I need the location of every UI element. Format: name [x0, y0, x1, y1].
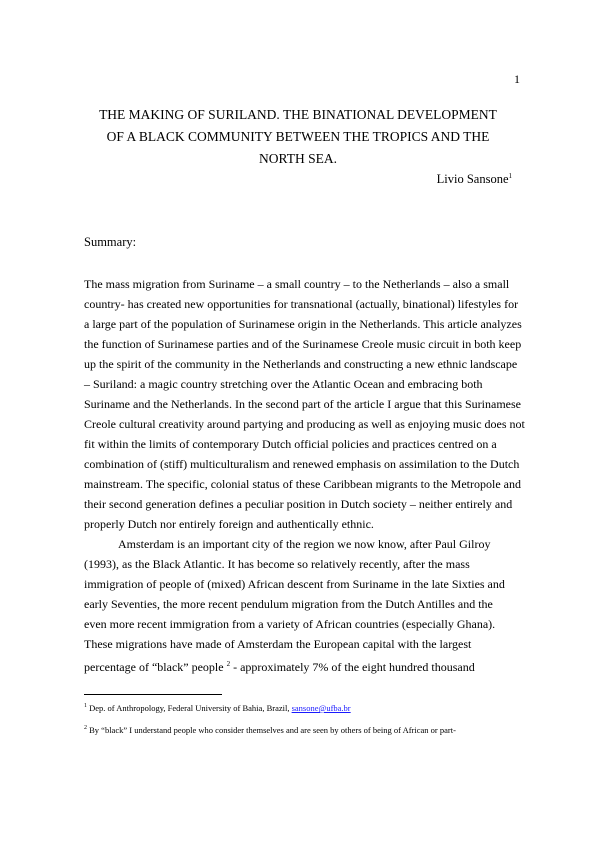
- paragraph-line: (1993), as the Black Atlantic. It has become so relatively recently, after the mass: [84, 557, 470, 571]
- footnote-1: [84, 703, 524, 713]
- title-line-3: NORTH SEA.: [259, 151, 337, 166]
- paragraph-line: Creole cultural creativity around partying and producing as well as enjoying music does not: [84, 417, 525, 431]
- title-line-2: OF A BLACK COMMUNITY BETWEEN THE TROPICS AND THE: [106, 129, 490, 144]
- paragraph-line: a large part of the population of Surinamese origin in the Netherlands. This article analyzes: [84, 317, 522, 331]
- footnote-mark-2[interactable]: 2: [226, 660, 231, 668]
- footnote-1-text: Dep. of Anthropology, Federal University of Bahia, Brazil,: [87, 703, 292, 713]
- paragraph-line: mainstream. The specific, colonial status of these Caribbean migrants to the Metropole and: [84, 477, 521, 491]
- paragraph-line: Amsterdam is an important city of the region we now know, after Paul Gilroy: [118, 537, 491, 551]
- paragraph-line-last: [84, 654, 512, 674]
- paragraph-line: immigration of people of (mixed) African descent from Suriname in the late Sixties and: [84, 577, 505, 591]
- paragraph-line: combination of (stiff) multiculturalism and renewed emphasis on assimilation to the Dutch: [84, 457, 520, 471]
- paragraph-line: the function of Surinamese parties and of the Surinamese Creole music circuit in both keep: [84, 337, 522, 351]
- footnote-separator: [84, 694, 222, 695]
- summary-heading: Summary:: [84, 235, 137, 249]
- footnote-2-mark: 2: [84, 725, 87, 731]
- paragraph-line: even more recent immigration from a variety of African countries (especially Ghana).: [84, 617, 496, 631]
- paragraph-line: Suriname and the Netherlands. In the second part of the article I argue that this Surinamese: [84, 397, 521, 411]
- paragraph-line: early Seventies, the more recent pendulum migration from the Dutch Antilles and the: [84, 597, 493, 611]
- paragraph-line: fit within the limits of contemporary Dutch official policies and practices centred on a: [84, 437, 497, 451]
- paragraph-line: country- has created new opportunities for transnational (actually, binational) lifestyles for: [84, 297, 519, 311]
- paragraph-line: their second generation defines a peculiar position in Dutch society – neither entirely and: [84, 497, 513, 511]
- text-run: - approximately 7% of the eight hundred thousand: [230, 660, 475, 674]
- author-line: [300, 172, 512, 187]
- footnote-2: [84, 725, 524, 735]
- title-line-1: THE MAKING OF SURILAND. THE BINATIONAL DEVELOPMENT: [99, 107, 497, 122]
- page-number: 1: [514, 72, 520, 86]
- summary-paragraph: [84, 274, 525, 674]
- footnote-1-mark: 1: [84, 703, 87, 709]
- footnote-2-text: By “black” I understand people who consider themselves and are seen by others of being of African or part-: [87, 725, 456, 735]
- author-name: Livio Sansone: [436, 172, 509, 186]
- paragraph-line: properly Dutch nor entirely foreign and authentically ethnic.: [84, 517, 374, 531]
- paragraph-line: These migrations have made of Amsterdam the European capital with the largest: [84, 637, 472, 651]
- paragraph-line: – Suriland: a magic country stretching over the Atlantic Ocean and embracing both: [84, 377, 483, 391]
- paragraph-line: up the spirit of the community in the Netherlands and constructing a new ethnic landscape: [84, 357, 518, 371]
- email-link[interactable]: sansone@ufba.br: [291, 703, 351, 713]
- paragraph-line: The mass migration from Suriname – a small country – to the Netherlands – also a small: [84, 277, 510, 291]
- author-footnote-mark[interactable]: 1: [508, 172, 512, 180]
- text-run: percentage of “black” people: [84, 660, 227, 674]
